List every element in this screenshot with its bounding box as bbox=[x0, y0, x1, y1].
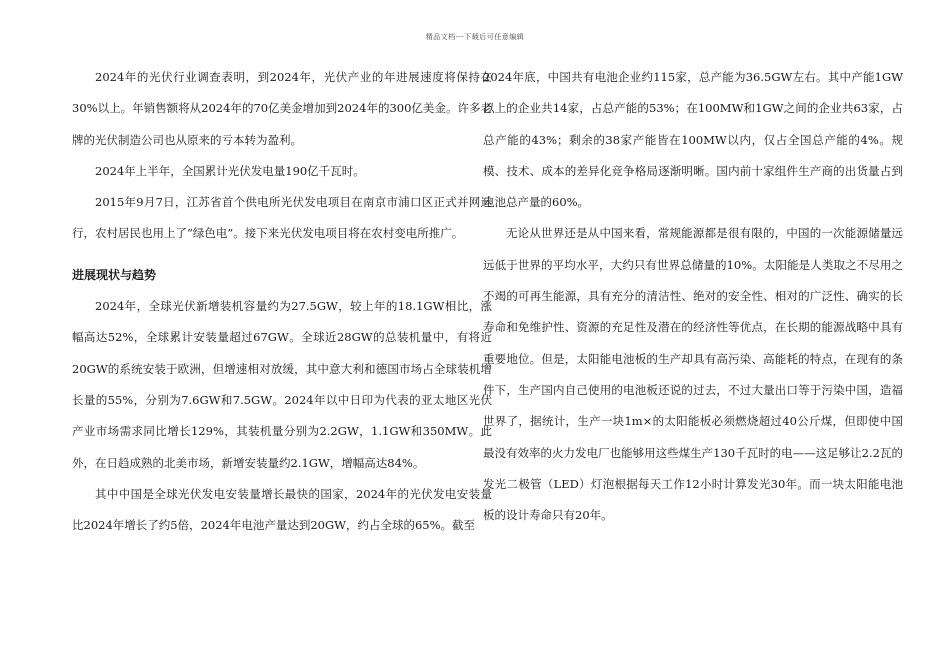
paragraph-energy-analysis: 无论从世界还是从中国来看，常规能源都是很有限的，中国的一次能源储量远远低于世界的平均水平，大约只有世界总储量的10%。太阳能是人类取之不尽用之不竭的可再生能源，具有充分的清洁性、绝对的安全性、相对的广泛性、确实的长寿命和免维护性、资源的充足性及潜在的经济性等优点，在长期的能源战略中具有重要地位。但是，太阳能电池板的生产却具有高污染、高能耗的特点，在现有的条件下，生产国内自己使用的电池板还说的过去，不过大量出口等于污染中国，造福世界了，据统计，生产一块1m×的太阳能板必须燃烧超过40公斤煤，但即使中国最没有效率的火力发电厂也能够用这些煤生产130千瓦时的电——这足够让2.2瓦的发光二极管（LED）灯泡根据每天工作12小时计算发光30年。而一块太阳能电池板的设计寿命只有20年。 bbox=[483, 226, 903, 523]
paragraph-china-growth: 其中中国是全球光伏发电安装量增长最快的国家，2024年的光伏发电安装量比2024年增长了约5倍，2024年电池产量达到20GW，约占全球的65%。截至 bbox=[72, 486, 492, 533]
paragraph-growth-rate: 2024年的光伏行业调查表明，到2024年，光伏产业的年进展速度将保持在30%以上。年销售额将从2024年的70亿美金增加到2024年的300亿美金。许多老牌的光伏制造公司也从原来的亏本转为盈利。 bbox=[72, 70, 492, 147]
right-column bbox=[483, 62, 903, 531]
paragraph-china-capacity: 2024年底，中国共有电池企业约115家，总产能为36.5GW左右。其中产能1GW以上的企业共14家，占总产能的53%；在100MW和1GW之间的企业共63家，占总产能的43%；剩余的38家产能皆在100MW以内，仅占全国总产能的4%。规模、技术、成本的差异化竞争格局逐渐明晰。国内前十家组件生产商的出货量占到电池总产量的60%。 bbox=[483, 70, 903, 210]
paragraph-global-installations: 2024年，全球光伏新增装机容量约为27.5GW，较上年的18.1GW相比，涨幅高达52%，全球累计安装量超过67GW。全球近28GW的总装机量中，有将近20GW的系统安装于欧洲，但增速相对放缓，其中意大利和德国市场占全球装机增长量的55%，分别为7.6GW和7.5GW。2024年以中日印为代表的亚太地区光伏产业市场需求同比增长129%，其装机量分别为2.2GW，1.1GW和350MW。此外，在日趋成熟的北美市场，新增安装量约2.1GW，增幅高达84%。 bbox=[72, 299, 492, 470]
left-column bbox=[72, 62, 492, 541]
paragraph-first-half-output: 2024年上半年，全国累计光伏发电量190亿千瓦时。 bbox=[95, 163, 365, 178]
paragraph-jiangsu-project: 2015年9月7日，江苏省首个供电所光伏发电项目在南京市浦口区正式并网运行，农村居民也用上了“绿色电”。接下来光伏发电项目将在农村变电所推广。 bbox=[72, 195, 492, 241]
section-heading: 进展现状与趋势 bbox=[72, 267, 157, 282]
page-header: 精品文档---下载后可任意编辑 bbox=[425, 33, 525, 41]
